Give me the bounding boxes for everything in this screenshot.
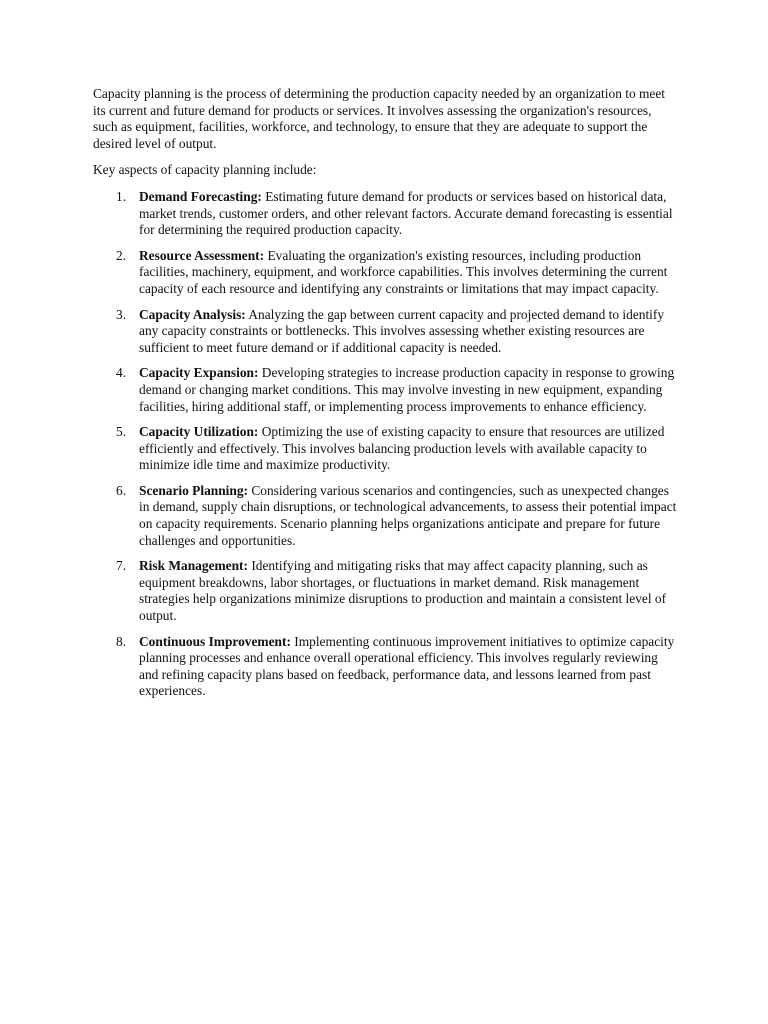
intro-paragraph: Capacity planning is the process of determining the production capacity needed by an organization to meet its current and future demand for products or services. It involves assessing the organization's resources, such as equipment, facilities, workforce, and technology, to ensure that they are adequate to support the desired level of output. bbox=[93, 86, 666, 151]
list-item bbox=[93, 248, 677, 298]
list-item bbox=[93, 424, 677, 474]
item-description: Evaluating the organization's existing resources, including production facilities, machinery, equipment, and workforce capabilities. This involves determining the current capacity of each resource and identifying any constraints or limitations that may impact capacity. bbox=[139, 247, 668, 296]
item-number: 6. bbox=[116, 482, 127, 498]
item-term: Scenario Planning: bbox=[139, 482, 248, 498]
item-number: 4. bbox=[116, 365, 127, 381]
item-term: Capacity Utilization: bbox=[139, 424, 259, 440]
item-description: Estimating future demand for products or services based on historical data, market trends, customer orders, and other relevant factors. Accurate demand forecasting is essential for determining the required production capacity. bbox=[139, 188, 673, 238]
aspects-list bbox=[93, 189, 677, 700]
item-number: 1. bbox=[116, 188, 127, 204]
item-number: 3. bbox=[116, 306, 127, 322]
list-item bbox=[93, 483, 677, 549]
item-number: 7. bbox=[116, 558, 127, 574]
item-description: Developing strategies to increase production capacity in response to growing demand or changing market conditions. This may involve investing in new equipment, expanding facilities, hiring additional staff, or implementing process improvements to enhance efficiency. bbox=[139, 365, 675, 414]
item-term: Continuous Improvement: bbox=[139, 633, 291, 649]
item-term: Risk Management: bbox=[139, 558, 248, 574]
list-item bbox=[93, 558, 677, 624]
document-page bbox=[93, 86, 677, 709]
item-term: Demand Forecasting: bbox=[139, 188, 262, 204]
item-number: 2. bbox=[116, 247, 127, 263]
item-term: Capacity Expansion: bbox=[139, 365, 259, 381]
item-number: 8. bbox=[116, 633, 127, 649]
item-term: Resource Assessment: bbox=[139, 247, 265, 263]
item-description: Optimizing the use of existing capacity to ensure that resources are utilized efficiently and effectively. This involves balancing production levels with available capacity to minimize idle time and maximize productivity. bbox=[139, 424, 665, 473]
list-item bbox=[93, 189, 677, 239]
list-item bbox=[93, 307, 677, 357]
item-description: Implementing continuous improvement initiatives to optimize capacity planning processes and enhance overall operational efficiency. This involves regularly reviewing and refining capacity plans based on feedback, performance data, and lessons learned from past experiences. bbox=[139, 633, 675, 699]
item-term: Capacity Analysis: bbox=[139, 306, 246, 322]
list-item bbox=[93, 365, 677, 415]
item-description: Analyzing the gap between current capacity and projected demand to identify any capacity constraints or bottlenecks. This involves assessing whether existing resources are sufficient to meet future demand or if additional capacity is needed. bbox=[139, 306, 665, 355]
item-description: Considering various scenarios and contingencies, such as unexpected changes in demand, supply chain disruptions, or technological advancements, to assess their potential impact on capacity requirements. Scenario planning helps organizations anticipate and prepare for future challenges and opportunities. bbox=[139, 482, 677, 548]
item-description: Identifying and mitigating risks that may affect capacity planning, such as equipment breakdowns, labor shortages, or fluctuations in market demand. Risk management strategies help organizations minimize disruptions to production and maintain a consistent level of output. bbox=[139, 558, 667, 624]
list-item bbox=[93, 634, 677, 700]
list-lead-in: Key aspects of capacity planning include: bbox=[93, 162, 317, 178]
item-number: 5. bbox=[116, 424, 127, 440]
